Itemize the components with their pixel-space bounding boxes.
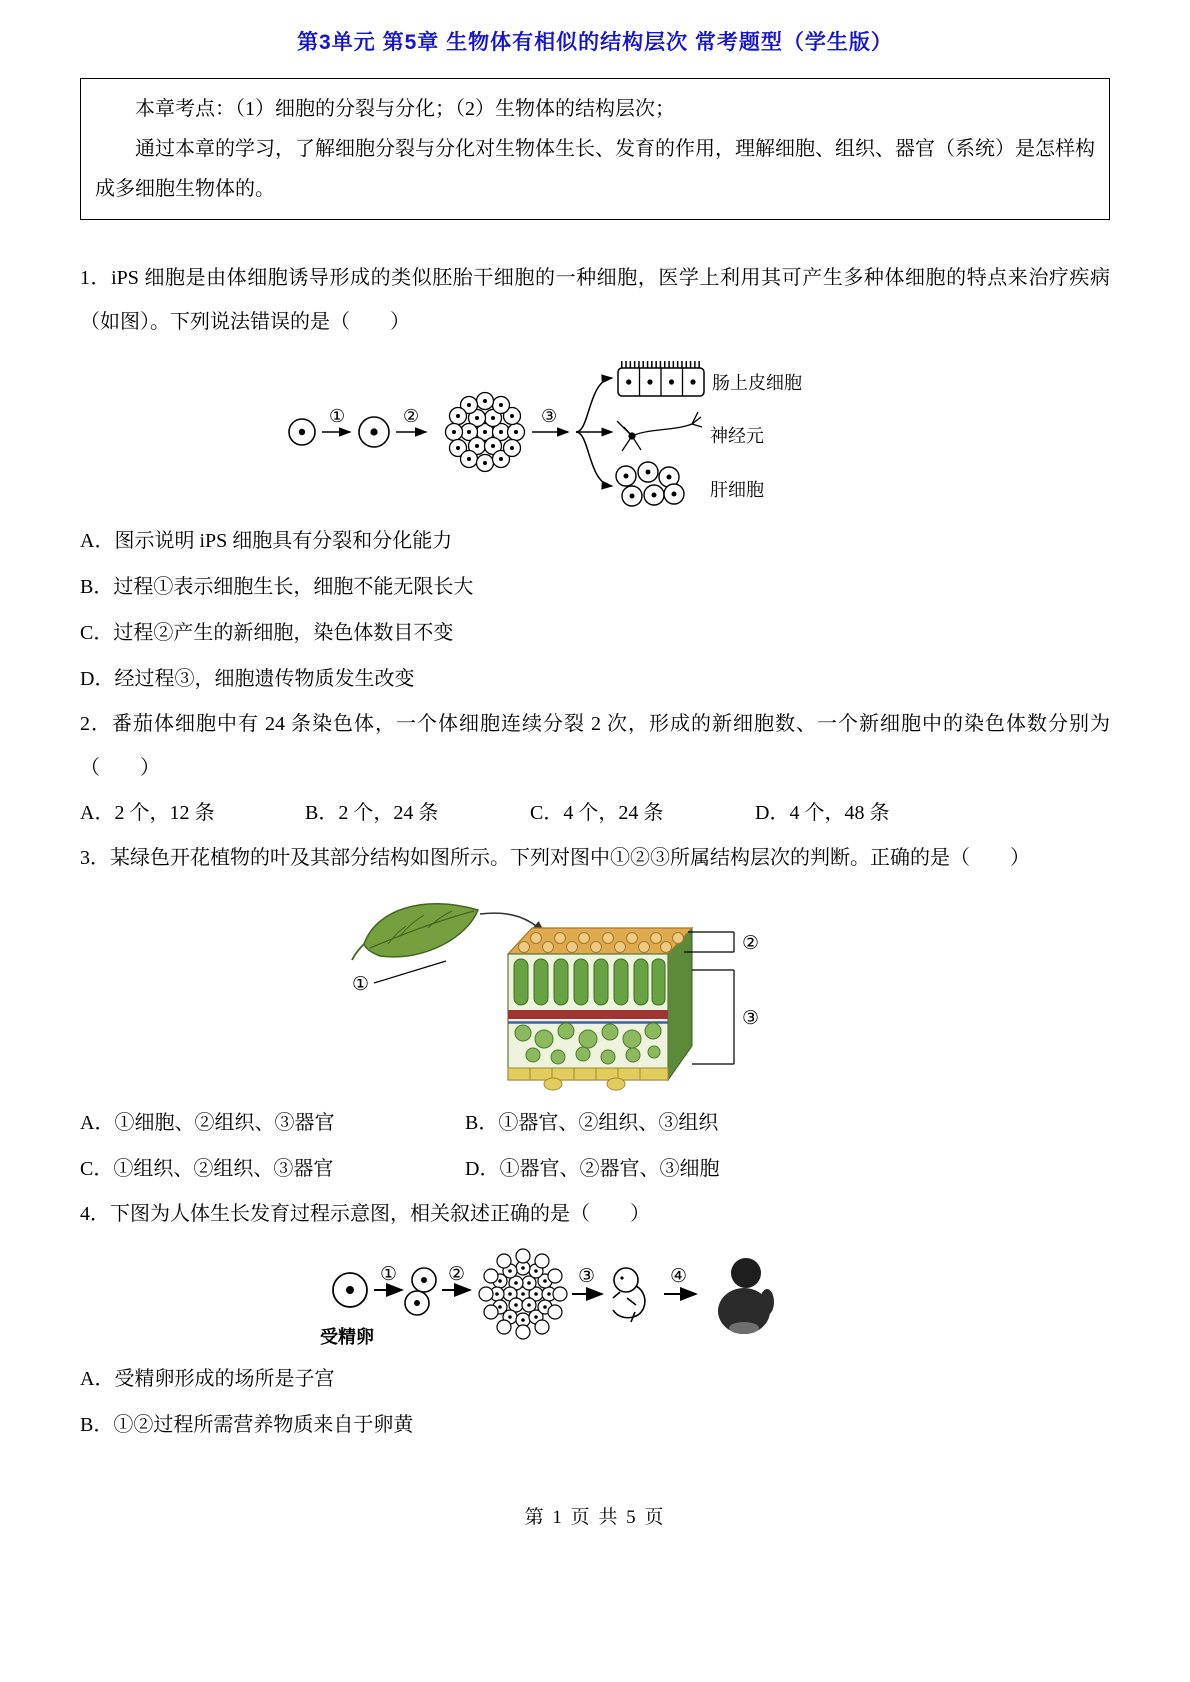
neuron-icon	[617, 412, 702, 451]
neuron-label: 神经元	[710, 426, 764, 446]
leaf-number-label: ①	[352, 974, 370, 995]
page-title: 第3单元 第5章 生物体有相似的结构层次 常考题型（学生版）	[297, 31, 893, 54]
label3-bracket	[692, 970, 734, 1064]
two-cell-stage-icon	[405, 1268, 436, 1315]
exam-points-line1: 本章考点：（1）细胞的分裂与分化；（2）生物体的结构层次；	[135, 98, 675, 120]
question-2-options-row	[80, 790, 1110, 836]
question-2-text: 2．番茄体细胞中有 24 条染色体，一个体细胞连续分裂 2 次，形成的新细胞数、一个新细胞中的染色体数分别为（ ）	[80, 713, 1110, 779]
question-1-option-c: C．过程②产生的新细胞，染色体数目不变	[80, 622, 454, 644]
question-1	[80, 256, 1110, 702]
zygote-label: 受精卵	[320, 1327, 374, 1347]
question-4-option-a: A．受精卵形成的场所是子宫	[80, 1368, 335, 1390]
question-4	[80, 1192, 1110, 1448]
liver-cells-icon	[616, 462, 684, 506]
question-3-options-row2	[80, 1146, 1110, 1192]
step1-label: ①	[329, 406, 346, 426]
dev-step2-label: ②	[448, 1264, 466, 1285]
question-3-option-b: B．①器官、②组织、③组织	[465, 1112, 719, 1134]
question-2	[80, 702, 1110, 836]
morula-cluster-icon	[479, 1249, 567, 1339]
page-footer: 第 1 页 共 5 页	[524, 1507, 666, 1528]
fetus-icon	[613, 1268, 645, 1322]
question-3-diagram	[348, 886, 1110, 1096]
question-4-diagram	[308, 1240, 1110, 1354]
dev-step1-label: ①	[380, 1264, 398, 1285]
ips-cell-diagram-figure	[280, 348, 840, 516]
question-1-text: 1．iPS 细胞是由体细胞诱导形成的类似胚胎干细胞的一种细胞，医学上利用其可产生多种体细胞的特点来治疗疾病（如图）。下列说法错误的是（ ）	[80, 267, 1110, 333]
upper-tissue-number-label: ②	[742, 933, 760, 954]
leaf-cross-section-icon	[508, 928, 692, 1090]
baby-icon	[718, 1258, 774, 1334]
question-2-option-b: B．2 个，24 条	[305, 802, 439, 824]
step3-label: ③	[541, 406, 558, 426]
lower-tissue-number-label: ③	[742, 1008, 760, 1029]
question-3-text: 3．某绿色开花植物的叶及其部分结构如图所示。下列对图中①②③所属结构层次的判断。正确的是（ ）	[80, 847, 1030, 869]
leaf-icon	[352, 904, 478, 960]
dev-step3-label: ③	[578, 1266, 596, 1287]
question-4-text: 4．下图为人体生长发育过程示意图，相关叙述正确的是（ ）	[80, 1203, 650, 1225]
question-3-options-row1	[80, 1100, 1110, 1146]
question-1-option-d: D．经过程③，细胞遗传物质发生改变	[80, 668, 415, 690]
step2-label: ②	[403, 406, 420, 426]
question-3-option-c: C．①组织、②组织、③器官	[80, 1158, 334, 1180]
grown-cell-icon	[359, 417, 389, 447]
question-2-option-a: A．2 个，12 条	[80, 802, 215, 824]
liver-label: 肝细胞	[710, 480, 764, 500]
zygote-icon	[333, 1273, 367, 1307]
question-1-option-b: B．过程①表示细胞生长，细胞不能无限长大	[80, 576, 474, 598]
question-3-option-d: D．①器官、②器官、③细胞	[465, 1158, 720, 1180]
question-3-option-a: A．①细胞、②组织、③器官	[80, 1112, 335, 1134]
cell-cluster-icon	[446, 393, 525, 472]
branch-arrows-icon	[576, 378, 612, 486]
human-development-figure	[308, 1240, 808, 1354]
question-1-option-a: A．图示说明 iPS 细胞具有分裂和分化能力	[80, 530, 453, 552]
epithelial-cells-icon	[618, 365, 704, 397]
question-2-option-d: D．4 个，48 条	[755, 802, 890, 824]
label1-leader-line	[374, 961, 446, 983]
exam-points-line2: 通过本章的学习，了解细胞分裂与分化对生物体生长、发育的作用，理解细胞、组织、器官（系统）是怎样构成多细胞生物体的。	[95, 138, 1095, 200]
exam-points-box	[80, 78, 1110, 220]
question-4-option-b: B．①②过程所需营养物质来自于卵黄	[80, 1414, 414, 1436]
epithelial-label: 肠上皮细胞	[712, 373, 802, 393]
body-cell-icon	[289, 419, 315, 445]
question-2-option-c: C．4 个，24 条	[530, 802, 664, 824]
question-3	[80, 836, 1110, 1192]
leaf-structure-figure	[348, 886, 778, 1096]
dev-step4-label: ④	[670, 1266, 688, 1287]
question-1-diagram	[280, 348, 1110, 516]
